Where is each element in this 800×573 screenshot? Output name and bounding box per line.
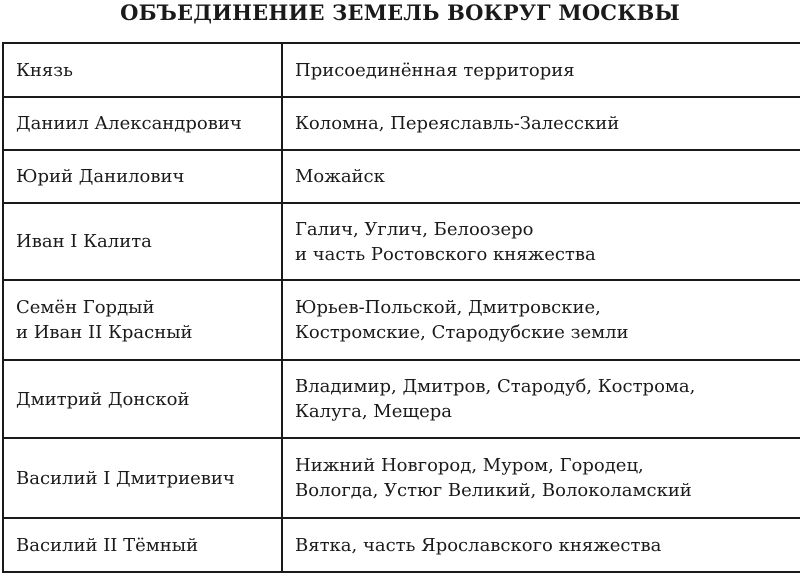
header-cell-prince: Князь xyxy=(3,43,282,97)
territory-line: Юрьев-Польской, Дмитровские, xyxy=(295,297,601,318)
territory-line: Коломна, Переяславль-Залесский xyxy=(295,113,620,134)
territory-cell xyxy=(282,203,800,280)
table-row xyxy=(3,97,800,150)
territory-line: Можайск xyxy=(295,166,385,187)
prince-cell xyxy=(3,518,282,572)
header-cell-territory: Присоединённая территория xyxy=(282,43,800,97)
unification-table xyxy=(2,42,800,573)
prince-name: Даниил Александрович xyxy=(16,113,242,134)
prince-name: Иван I Калита xyxy=(16,231,152,252)
page-title-text: ОБЪЕДИНЕНИЕ ЗЕМЕЛЬ ВОКРУГ МОСКВЫ xyxy=(120,0,680,25)
prince-cell xyxy=(3,97,282,150)
territory-cell xyxy=(282,280,800,360)
territory-cell xyxy=(282,360,800,438)
territory-line: Калуга, Мещера xyxy=(295,401,453,422)
table-row xyxy=(3,360,800,438)
territory-line: Вологда, Устюг Великий, Волоколамский xyxy=(295,480,692,501)
table-row xyxy=(3,280,800,360)
prince-cell xyxy=(3,203,282,280)
prince-cell xyxy=(3,150,282,203)
prince-cell xyxy=(3,280,282,360)
prince-name: Василий I Дмитриевич xyxy=(16,467,235,489)
territory-cell xyxy=(282,438,800,518)
table-row xyxy=(3,518,800,572)
territory-cell xyxy=(282,97,800,150)
prince-name: Семён Гордый xyxy=(16,297,155,318)
territory-line: Галич, Углич, Белоозеро xyxy=(295,218,534,240)
table-row xyxy=(3,203,800,280)
territory-line: и часть Ростовского княжества xyxy=(295,243,596,265)
territory-cell xyxy=(282,518,800,572)
table-header-row xyxy=(3,43,800,97)
page-title xyxy=(0,0,800,34)
table-row xyxy=(3,150,800,203)
territory-line: Нижний Новгород, Муром, Городец, xyxy=(295,455,644,476)
prince-name: Юрий Данилович xyxy=(16,166,185,187)
territory-line: Владимир, Дмитров, Стародуб, Кострома, xyxy=(295,376,696,397)
table-row xyxy=(3,438,800,518)
prince-name: Василий II Тёмный xyxy=(16,534,199,556)
prince-name: и Иван II Красный xyxy=(16,322,193,343)
territory-line: Вятка, часть Ярославского княжества xyxy=(295,534,662,556)
prince-name: Дмитрий Донской xyxy=(16,388,190,410)
territory-line: Костромские, Стародубские земли xyxy=(295,322,629,343)
prince-cell xyxy=(3,360,282,438)
territory-cell xyxy=(282,150,800,203)
prince-cell xyxy=(3,438,282,518)
